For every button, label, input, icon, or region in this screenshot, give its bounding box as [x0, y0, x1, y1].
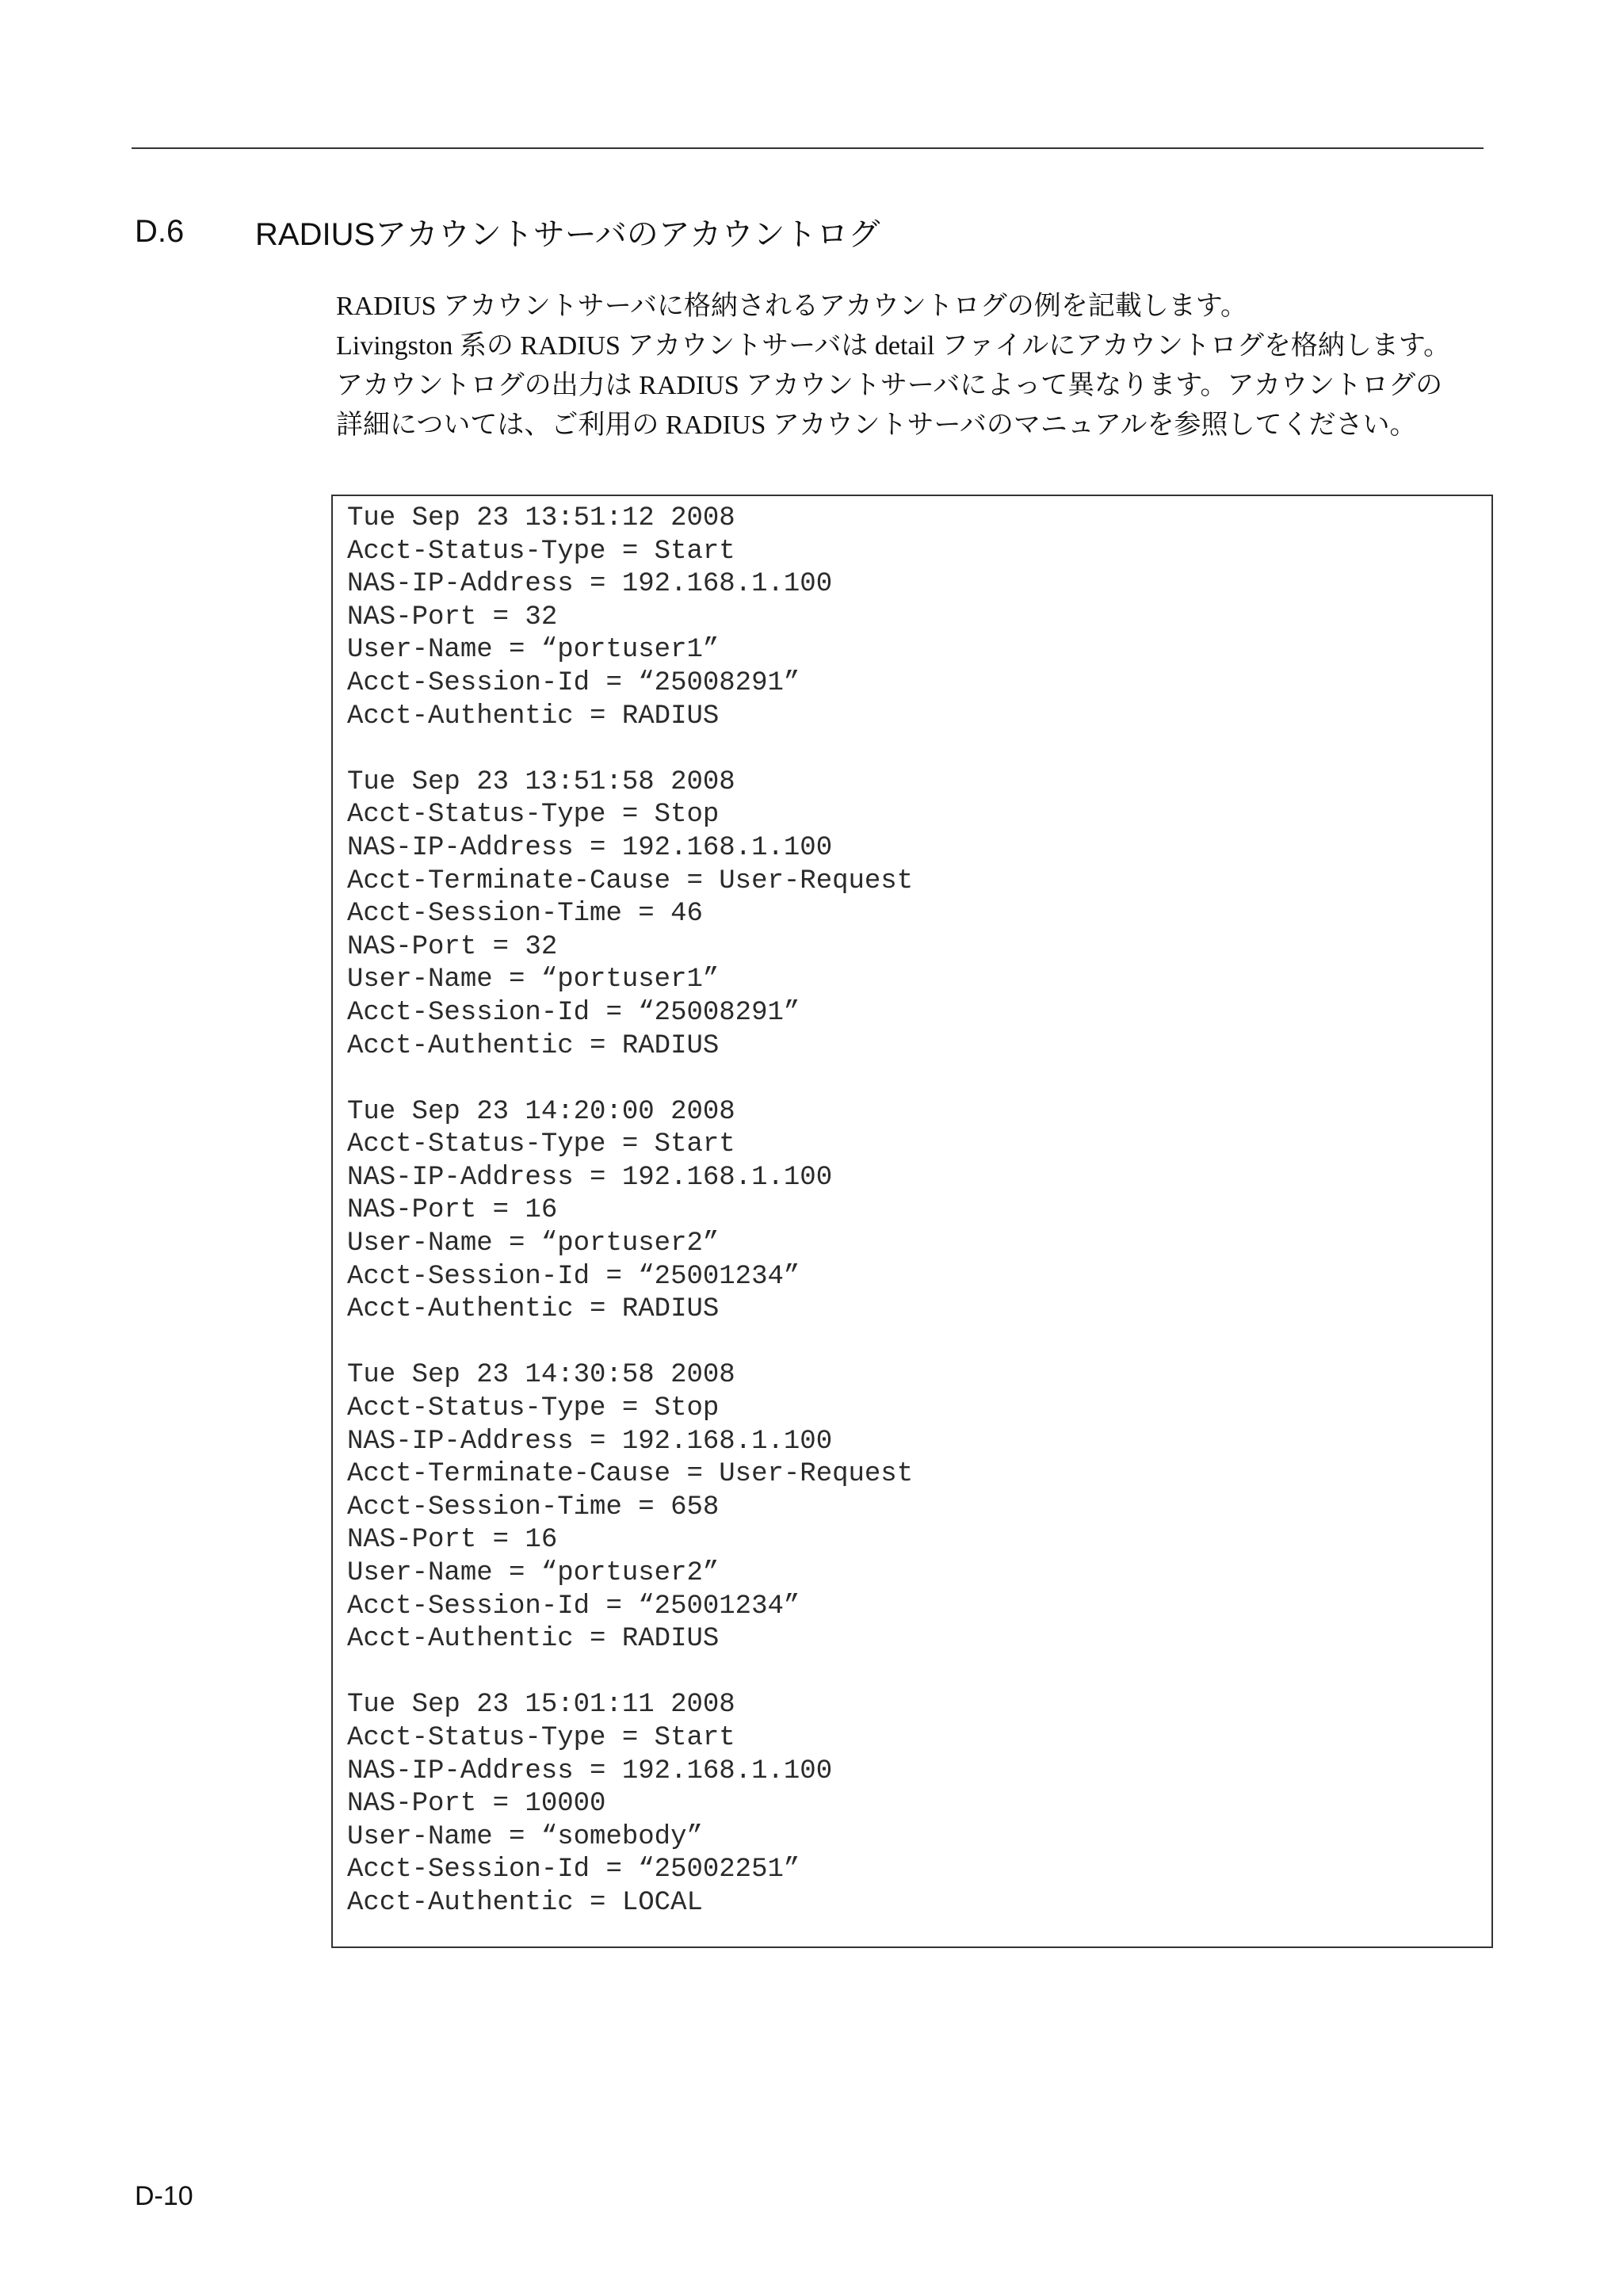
- log-line: NAS-Port = 32: [347, 931, 558, 962]
- log-line: Acct-Session-Id = “25001234”: [347, 1591, 800, 1622]
- log-line: NAS-IP-Address = 192.168.1.100: [347, 1162, 833, 1193]
- log-line: Acct-Session-Time = 658: [347, 1492, 720, 1522]
- log-line: User-Name = “portuser2”: [347, 1558, 720, 1588]
- log-line: NAS-IP-Address = 192.168.1.100: [347, 832, 833, 863]
- log-line: NAS-IP-Address = 192.168.1.100: [347, 1426, 833, 1457]
- intro-line: アカウントログの出力は RADIUS アカウントサーバによって異なります。アカウントログの: [336, 371, 1443, 400]
- log-line: NAS-IP-Address = 192.168.1.100: [347, 569, 833, 600]
- log-line: User-Name = “somebody”: [347, 1821, 703, 1852]
- log-line: Acct-Status-Type = Stop: [347, 1393, 720, 1424]
- log-line: Acct-Session-Id = “25008291”: [347, 997, 800, 1028]
- log-line: Acct-Status-Type = Start: [347, 1722, 735, 1753]
- log-blank-line: [347, 1656, 1491, 1690]
- log-line: NAS-Port = 16: [347, 1195, 558, 1226]
- log-blank-line: [347, 733, 1491, 766]
- account-log-example: [331, 495, 1493, 1948]
- log-line: Acct-Terminate-Cause = User-Request: [347, 865, 914, 896]
- log-blank-line: [347, 1327, 1491, 1360]
- section-heading: [135, 208, 880, 255]
- log-line: Acct-Authentic = LOCAL: [347, 1887, 703, 1918]
- section-number: D.6: [135, 213, 185, 249]
- section-title: RADIUSアカウントサーバのアカウントログ: [255, 216, 880, 252]
- log-line: Tue Sep 23 13:51:12 2008: [347, 503, 735, 533]
- log-line: Tue Sep 23 14:20:00 2008: [347, 1096, 735, 1127]
- log-line: Acct-Session-Id = “25001234”: [347, 1261, 800, 1292]
- log-blank-line: [347, 1063, 1491, 1096]
- log-line: Tue Sep 23 13:51:58 2008: [347, 766, 735, 797]
- log-line: NAS-IP-Address = 192.168.1.100: [347, 1755, 833, 1786]
- log-line: Acct-Terminate-Cause = User-Request: [347, 1459, 914, 1490]
- log-line: Acct-Status-Type = Start: [347, 536, 735, 567]
- log-line: Acct-Session-Id = “25002251”: [347, 1855, 800, 1885]
- log-line: User-Name = “portuser1”: [347, 965, 720, 995]
- log-line: User-Name = “portuser2”: [347, 1228, 720, 1259]
- header-rule: [132, 147, 1484, 149]
- intro-line: RADIUS アカウントサーバに格納されるアカウントログの例を記載します。: [336, 292, 1247, 321]
- log-line: Acct-Authentic = RADIUS: [347, 1294, 720, 1325]
- intro-line: Livingston 系の RADIUS アカウントサーバは detail ファイルにアカウントログを格納します。: [336, 331, 1451, 361]
- log-line: Tue Sep 23 15:01:11 2008: [347, 1690, 735, 1721]
- log-line: NAS-Port = 16: [347, 1525, 558, 1556]
- intro-line: 詳細については、ご利用の RADIUS アカウントサーバのマニュアルを参照してください。: [336, 411, 1417, 440]
- log-line: NAS-Port = 10000: [347, 1789, 606, 1820]
- log-line: Acct-Status-Type = Start: [347, 1129, 735, 1160]
- log-line: User-Name = “portuser1”: [347, 635, 720, 666]
- log-line: Acct-Authentic = RADIUS: [347, 1624, 720, 1655]
- intro-paragraph: [336, 287, 1509, 445]
- log-line: Acct-Session-Time = 46: [347, 899, 703, 930]
- log-line: Acct-Authentic = RADIUS: [347, 701, 720, 732]
- page-number: D-10: [135, 2181, 193, 2211]
- log-line: Acct-Status-Type = Stop: [347, 800, 720, 831]
- log-line: Tue Sep 23 14:30:58 2008: [347, 1360, 735, 1391]
- log-line: Acct-Authentic = RADIUS: [347, 1030, 720, 1061]
- log-line: NAS-Port = 32: [347, 602, 558, 632]
- log-line: Acct-Session-Id = “25008291”: [347, 667, 800, 698]
